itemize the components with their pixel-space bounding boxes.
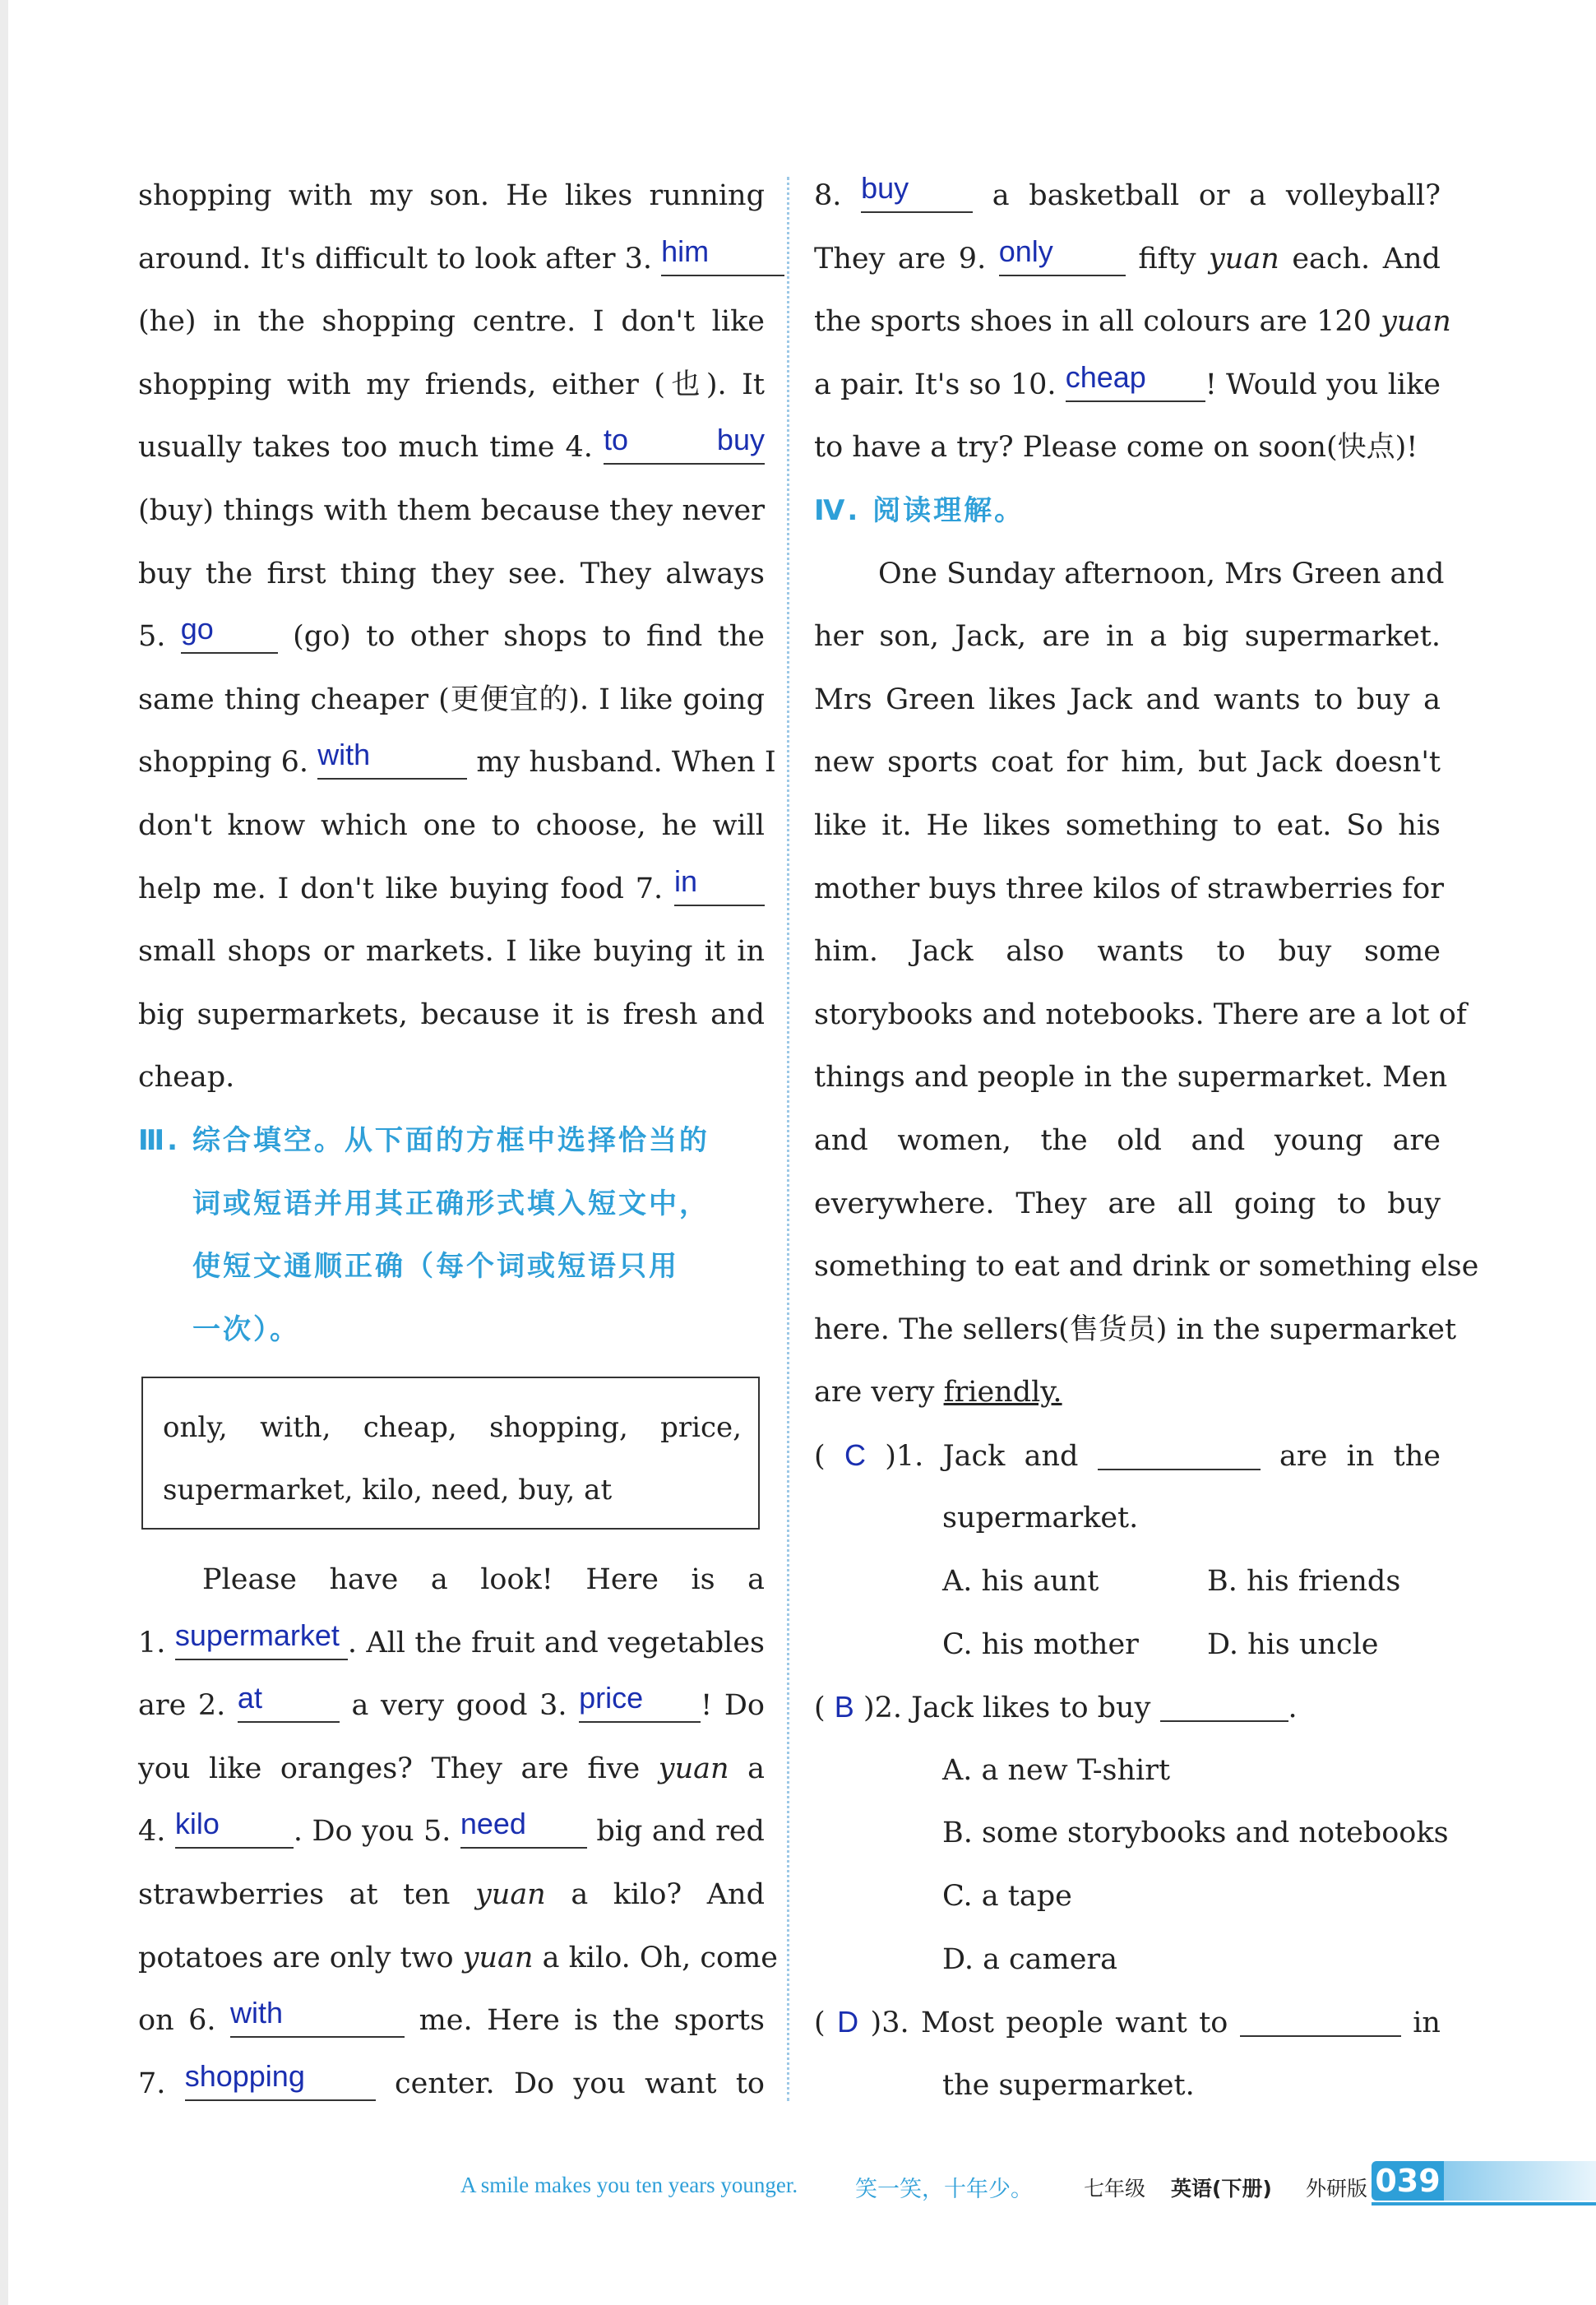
- page-number: 039: [1372, 2161, 1444, 2201]
- text-line: here. The sellers(售货员) in the supermarket: [814, 1312, 1457, 1346]
- left-column: [138, 164, 776, 1361]
- text-line: shopping with my friends, either (也). It: [138, 368, 765, 401]
- text-line: him. Jack also wants to buy some: [814, 935, 1441, 969]
- answer-mark-1: C: [844, 1437, 866, 1472]
- text-line: shopping with my son. He likes running: [138, 179, 765, 212]
- answer-p7: shopping: [184, 2058, 305, 2093]
- text-line: everywhere. They are all going to buy: [814, 1187, 1441, 1220]
- text-line: strawberries at ten yuan a kilo? And: [138, 1877, 765, 1911]
- blank-6[interactable]: [317, 738, 467, 780]
- page-footer: [0, 2161, 1596, 2210]
- text-line: things and people in the supermarket. Men: [814, 1061, 1448, 1095]
- answer-p5: need: [460, 1807, 526, 1841]
- text-line: a pair. It's so 10. cheap ! Would you like: [814, 359, 1441, 401]
- text-line: 1. supermarket . All the fruit and vegetables: [138, 1618, 765, 1659]
- question-3: ( D )3. Most people want to in: [814, 2005, 1441, 2040]
- footer-subject: 英语(下册): [1171, 2177, 1272, 2201]
- question-3-cont: the supermarket.: [942, 2068, 1195, 2102]
- blank-7[interactable]: [674, 863, 765, 906]
- text-line: usually takes too much time 4. to buy: [138, 423, 765, 465]
- blank-p7[interactable]: [184, 2058, 376, 2101]
- blank-3[interactable]: [661, 234, 784, 276]
- word-box-line: only, with, cheap, shopping, price,: [163, 1411, 742, 1444]
- q3-blank[interactable]: [1240, 2011, 1401, 2037]
- answer-p4: kilo: [174, 1807, 220, 1841]
- blank-p8[interactable]: [861, 171, 973, 213]
- q1-blank[interactable]: [1098, 1444, 1261, 1470]
- text-line: same thing cheaper (更便宜的). I like going: [138, 683, 765, 716]
- answer-3: him: [661, 234, 710, 268]
- question-1-cont: supermarket.: [942, 1502, 1139, 1535]
- q2-option-d[interactable]: D. a camera: [942, 1942, 1118, 1976]
- answer-5: go: [180, 612, 214, 646]
- answer-6: with: [317, 738, 371, 772]
- question-2: ( B )2. Jack likes to buy .: [814, 1690, 1298, 1725]
- blank-p4[interactable]: [174, 1807, 294, 1849]
- answer-p10: cheap: [1065, 359, 1146, 394]
- answer-p6: with: [230, 1996, 284, 2030]
- answer-p3: price: [579, 1681, 644, 1715]
- answer-mark-2: B: [834, 1690, 854, 1724]
- text-line: big supermarkets, because it is fresh and: [138, 997, 765, 1031]
- column-divider: [787, 177, 789, 2101]
- blank-p5[interactable]: [460, 1807, 587, 1849]
- blank-5[interactable]: [180, 612, 278, 654]
- answer-7: in: [674, 863, 698, 898]
- text-line: They are 9. only fifty yuan each. And: [814, 234, 1441, 275]
- blank-p1[interactable]: [174, 1618, 348, 1660]
- blank-p6[interactable]: [230, 1996, 405, 2038]
- word-box-line: supermarket, kilo, need, buy, at: [163, 1474, 613, 1507]
- text-line: mother buys three kilos of strawberries for: [814, 872, 1444, 905]
- blank-4[interactable]: [603, 423, 765, 465]
- q2-option-b[interactable]: B. some storybooks and notebooks: [942, 1817, 1449, 1850]
- text-line: something to eat and drink or something else: [814, 1250, 1479, 1284]
- section-3-heading: 一次）。: [192, 1312, 300, 1346]
- text-line: and women, the old and young are: [814, 1123, 1441, 1157]
- answer-p1: supermarket: [174, 1618, 340, 1652]
- footer-motto: A smile makes you ten years younger.: [460, 2173, 798, 2197]
- answer-p8: buy: [861, 171, 909, 205]
- text-line: the sports shoes in all colours are 120 yuan: [814, 305, 1451, 339]
- q1-option-a[interactable]: A. his aunt: [942, 1565, 1099, 1599]
- text-line: 4. kilo . Do you 5. need big and red: [138, 1807, 765, 1849]
- q1-options-row: [814, 1550, 1441, 1613]
- word-box: [141, 1377, 760, 1530]
- text-line: buy the first thing they see. They always: [138, 557, 765, 590]
- footer-underline: [1372, 2202, 1596, 2205]
- text-line: her son, Jack, are in a big supermarket.: [814, 620, 1441, 654]
- text-line: small shops or markets. I like buying it in: [138, 935, 765, 969]
- q2-option-c[interactable]: C. a tape: [942, 1880, 1072, 1914]
- text-line: are 2. at a very good 3. price ! Do: [138, 1681, 765, 1723]
- text-line: potatoes are only two yuan a kilo. Oh, come: [138, 1941, 778, 1974]
- footer-grade: 七年级: [1084, 2177, 1146, 2201]
- text-line: like it. He likes something to eat. So his: [814, 808, 1441, 842]
- text-line: are very friendly.: [814, 1376, 1062, 1409]
- blank-p10[interactable]: [1065, 359, 1205, 402]
- text-line: 8. buy a basketball or a volleyball?: [814, 171, 1441, 212]
- text-line: help me. I don't like buying food 7. in: [138, 858, 765, 921]
- footer-edition: 外研版: [1306, 2177, 1368, 2201]
- text-line: don't know which one to choose, he will: [138, 808, 765, 842]
- q1-option-b[interactable]: B. his friends: [1207, 1565, 1401, 1599]
- text-line: new sports coat for him, but Jack doesn't: [814, 746, 1441, 780]
- text-line: storybooks and notebooks. There are a lot of: [814, 997, 1467, 1031]
- text-line: shopping 6. with my husband. When I: [138, 738, 776, 780]
- blank-p9[interactable]: [998, 234, 1126, 276]
- section-3-heading: Ⅲ. 综合填空。从下面的方框中选择恰当的: [138, 1123, 710, 1157]
- text-line: 7. shopping center. Do you want to: [138, 2058, 765, 2100]
- text-line: cheap.: [138, 1061, 235, 1095]
- blank-p3[interactable]: [579, 1681, 701, 1723]
- text-line: to have a try? Please come on soon(快点)!: [814, 431, 1418, 465]
- section-4-heading: Ⅳ. 阅读理解。: [814, 493, 1025, 527]
- footer-stripe: [1444, 2161, 1596, 2201]
- question-1: ( C )1. Jack and are in the: [814, 1437, 1441, 1473]
- text-line: 5. go (go) to other shops to find the: [138, 612, 765, 654]
- q2-option-a[interactable]: A. a new T-shirt: [942, 1753, 1171, 1787]
- answer-mark-3: D: [837, 2005, 859, 2039]
- answer-p9: only: [998, 234, 1053, 268]
- right-column: [814, 164, 1479, 2117]
- text-line: around. It's difficult to look after 3. him: [138, 228, 765, 291]
- text-line: you like oranges? They are five yuan a: [138, 1752, 765, 1785]
- footer-motto-cn: 笑一笑，十年少。: [855, 2177, 1033, 2202]
- q1-options-row: [814, 1613, 1441, 1677]
- blank-p2[interactable]: [237, 1681, 340, 1723]
- answer-4: to buy: [603, 423, 765, 457]
- text-line: on 6. with me. Here is the sports: [138, 1996, 765, 2038]
- section-3-heading: 词或短语并用其正确形式填入短文中，: [192, 1187, 710, 1220]
- text-line: One Sunday afternoon, Mrs Green and: [878, 557, 1445, 590]
- passage-3-left: [138, 1548, 778, 2115]
- q1-option-c[interactable]: C. his mother: [942, 1627, 1139, 1661]
- text-line: Please have a look! Here is a: [202, 1563, 765, 1596]
- q1-option-d[interactable]: D. his uncle: [1207, 1627, 1379, 1661]
- text-line: (he) in the shopping centre. I don't like: [138, 305, 765, 339]
- answer-p2: at: [237, 1681, 262, 1715]
- q2-blank[interactable]: [1160, 1696, 1288, 1722]
- section-3-heading: 使短文通顺正确（每个词或短语只用: [192, 1250, 679, 1284]
- text-line: (buy) things with them because they never: [138, 493, 765, 527]
- text-line: Mrs Green likes Jack and wants to buy a: [814, 683, 1441, 716]
